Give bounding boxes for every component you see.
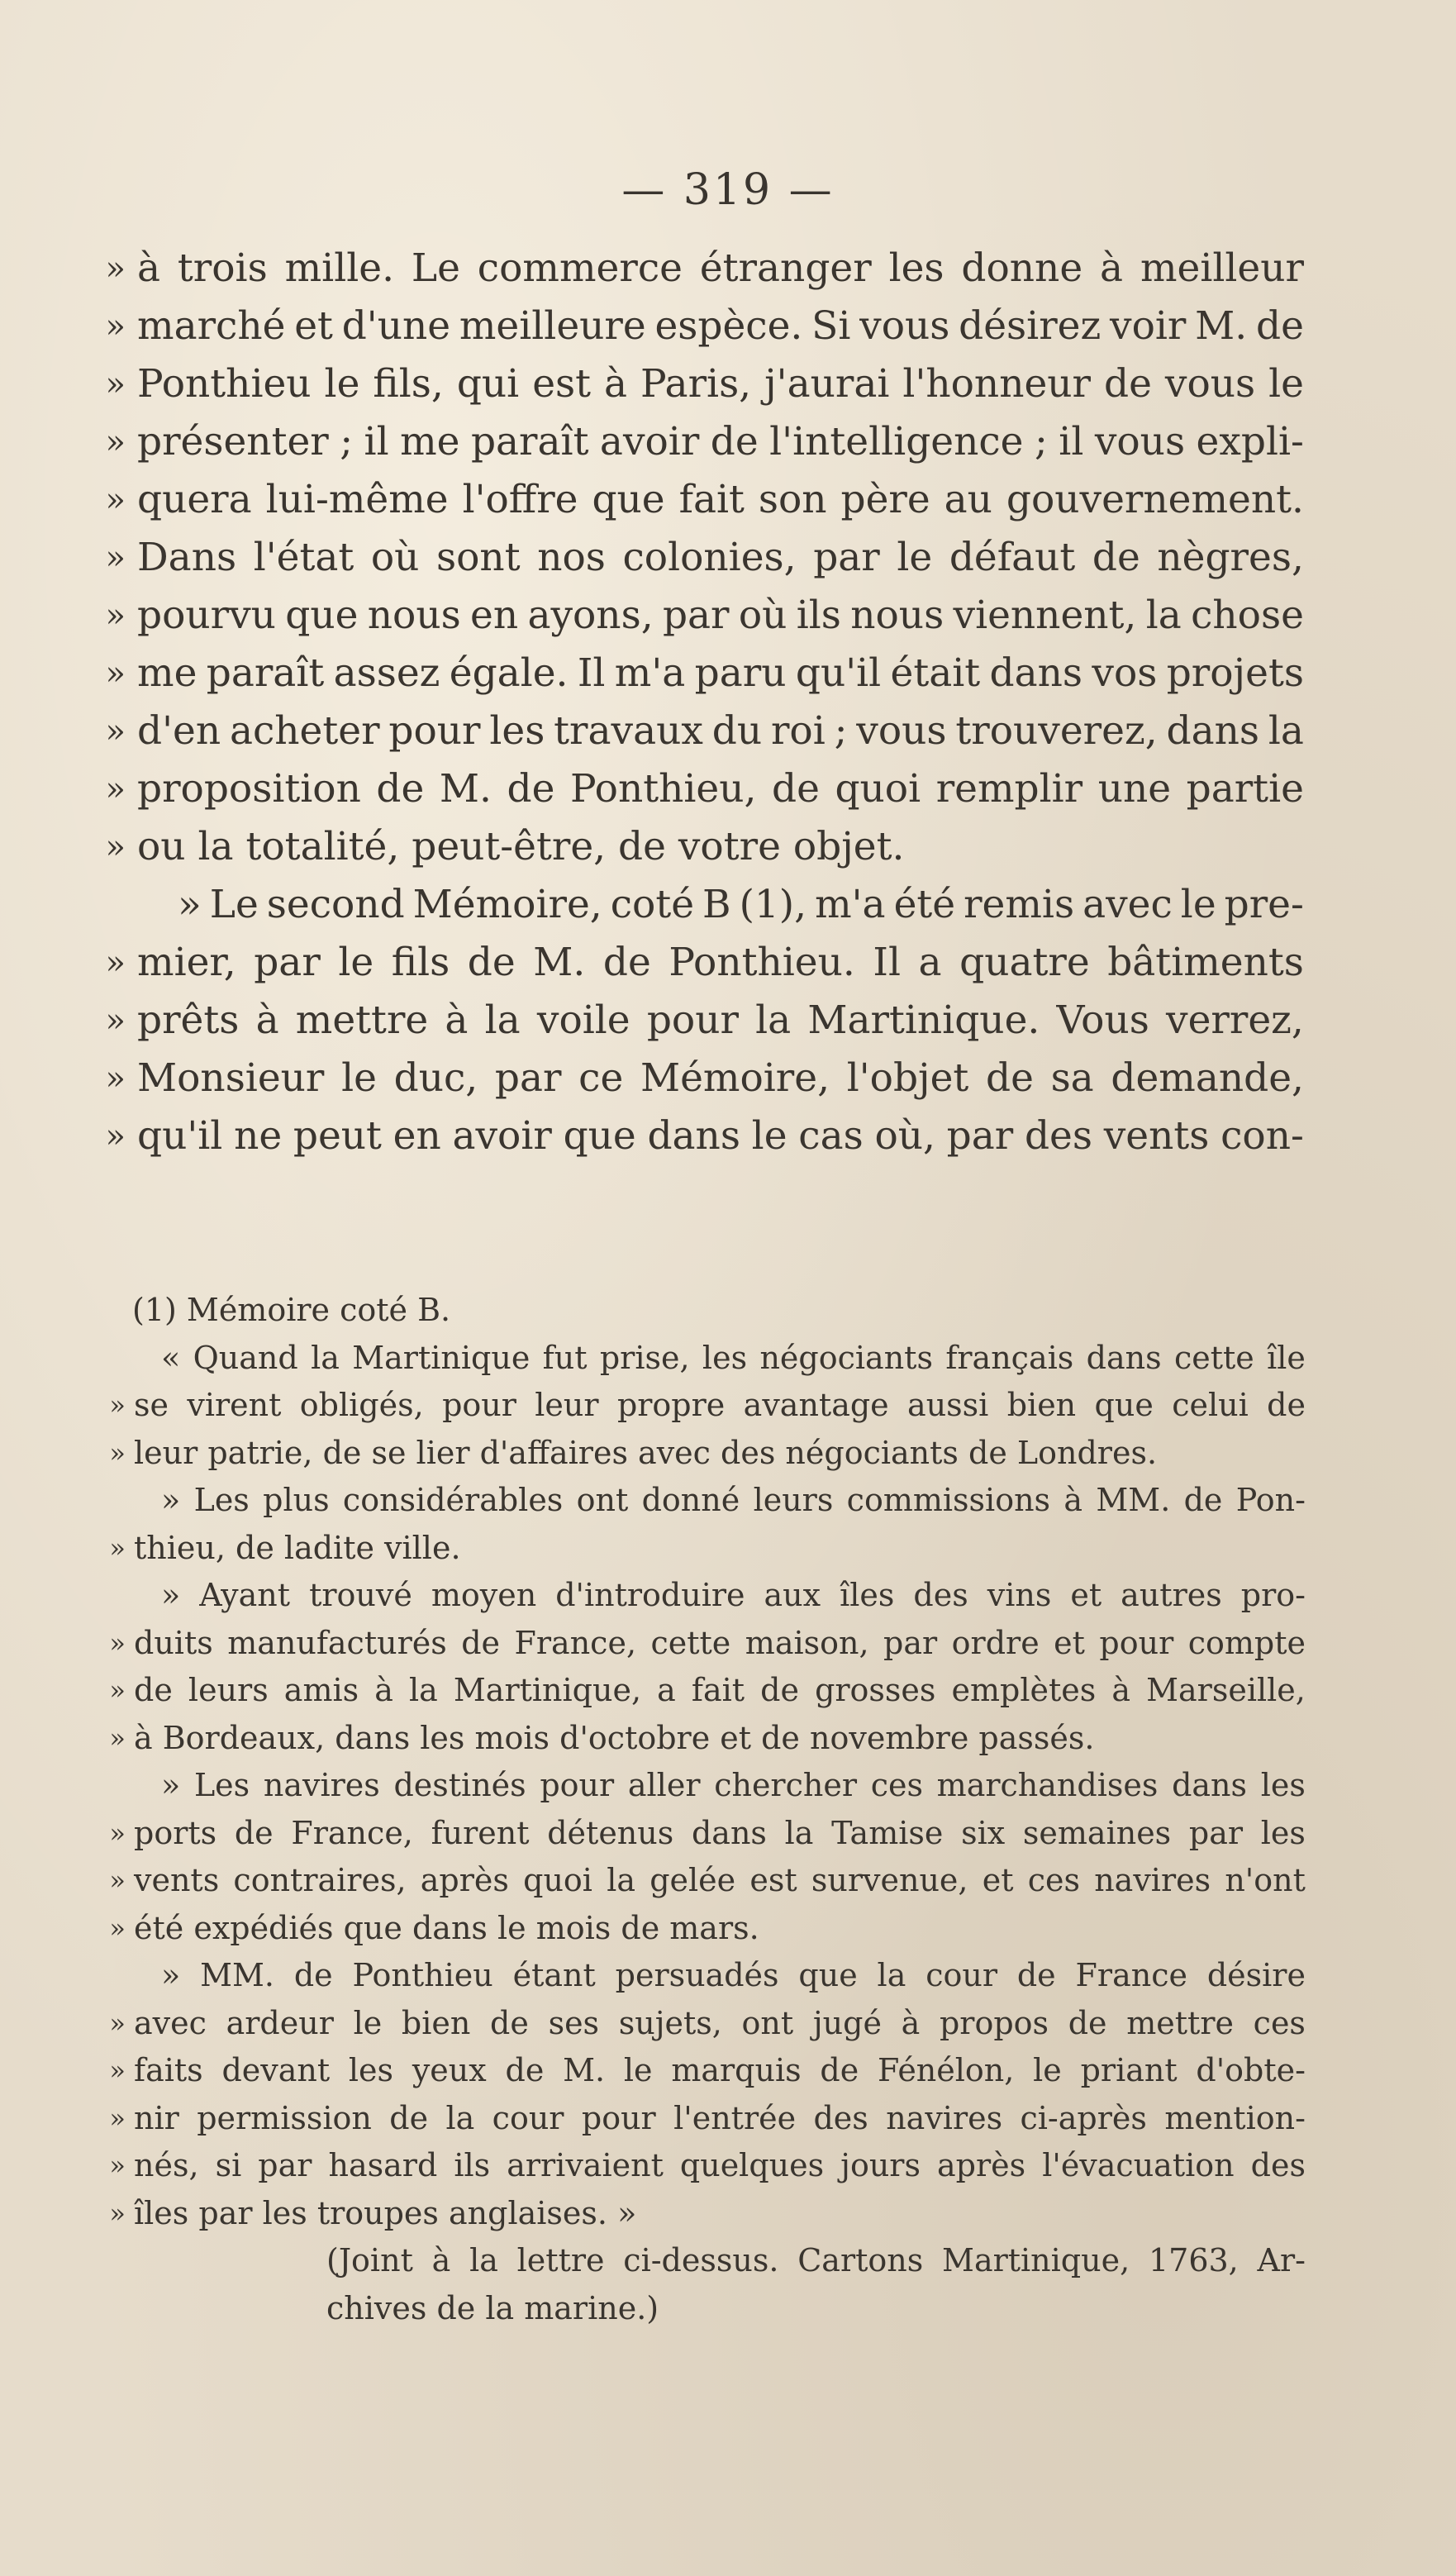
footnote-line xyxy=(0,1764,1456,1806)
quote-mark: » xyxy=(105,539,126,577)
footnote-line xyxy=(0,1384,1456,1426)
page-number: — 319 — xyxy=(621,165,835,215)
footnote-line xyxy=(0,2050,1456,2091)
footnote-line-text: thieu, de ladite ville. xyxy=(134,1529,461,1566)
body-line xyxy=(0,533,1456,583)
footnote-line xyxy=(0,1479,1456,1521)
footnote-line xyxy=(0,1907,1456,1949)
quote-mark: » xyxy=(109,1531,126,1564)
quote-mark: » xyxy=(109,1912,126,1944)
footnote-line-text: se virent obligés, pour leur propre avantage aussi bien que celui de xyxy=(134,1387,1306,1423)
footnote-line-text: îles par les troupes anglaises. » xyxy=(134,2194,637,2231)
footnote-line-text: chives de la marine.) xyxy=(326,2289,659,2326)
footnote-line-text: avec ardeur le bien de ses sujets, ont jugé à propos de mettre ces xyxy=(134,2004,1306,2041)
quote-mark: » xyxy=(109,1817,126,1849)
footnote-line xyxy=(0,1955,1456,1996)
footnote-line-text: leur patrie, de se lier d'affaires avec des négociants de Londres. xyxy=(134,1434,1158,1471)
footnote-line-text: (Joint à la lettre ci-dessus. Cartons Martinique, 1763, Ar- xyxy=(326,2242,1306,2278)
quote-mark: » xyxy=(109,1721,126,1754)
footnote-line-text: » Ayant trouvé moyen d'introduire aux îles des vins et autres pro- xyxy=(161,1577,1306,1613)
body-line-text: Dans l'état où sont nos colonies, par le défaut de nègres, xyxy=(137,535,1304,580)
body-line-text: proposition de M. de Ponthieu, de quoi remplir une partie xyxy=(137,766,1304,812)
footnote-line-text: nés, si par hasard ils arrivaient quelques jours après l'évacuation des xyxy=(134,2147,1306,2183)
footnote-line xyxy=(0,1622,1456,1664)
body-line xyxy=(0,880,1456,930)
footnote-line-text: été expédiés que dans le mois de mars. xyxy=(134,1909,759,1946)
footnote-line xyxy=(0,2002,1456,2044)
footnote-line-text: (1) Mémoire coté B. xyxy=(132,1292,451,1328)
footnote-line xyxy=(0,1812,1456,1854)
footnote-line xyxy=(0,1717,1456,1759)
footnote-line xyxy=(0,1527,1456,1569)
footnote-line-text: » Les navires destinés pour aller chercher ces marchandises dans les xyxy=(161,1767,1306,1803)
body-line-text: marché et d'une meilleure espèce. Si vous désirez voir M. de xyxy=(137,303,1304,349)
body-line xyxy=(0,707,1456,756)
footnote-line-text: vents contraires, après quoi la gelée est survenue, et ces navires n'ont xyxy=(134,1862,1306,1898)
quote-mark: » xyxy=(109,1674,126,1706)
quote-mark: » xyxy=(105,1059,126,1098)
footnote-line xyxy=(0,1859,1456,1901)
footnote-line xyxy=(0,1432,1456,1474)
footnote-line-text: ports de France, furent détenus dans la Tamise six semaines par les xyxy=(134,1814,1306,1851)
body-line-text: ou la totalité, peut-être, de votre objet. xyxy=(137,824,905,869)
body-line-text: à trois mille. Le commerce étranger les donne à meilleur xyxy=(137,245,1304,291)
quote-mark: » xyxy=(109,1389,126,1421)
footnote-line-text: » Les plus considérables ont donné leurs commissions à MM. de Pon- xyxy=(161,1482,1306,1518)
footnote-line xyxy=(0,1574,1456,1616)
footnote-line-text: de leurs amis à la Martinique, a fait de grosses emplètes à Marseille, xyxy=(134,1672,1306,1708)
body-line xyxy=(0,938,1456,988)
body-line-text: pourvu que nous en ayons, par où ils nous viennent, la chose xyxy=(137,593,1304,638)
quote-mark: » xyxy=(109,2150,126,2181)
quote-mark: » xyxy=(105,944,126,982)
footnote-line xyxy=(0,1669,1456,1711)
body-line-text: prêts à mettre à la voile pour la Martinique. Vous verrez, xyxy=(137,998,1304,1043)
body-line xyxy=(0,359,1456,409)
body-line-text: présenter ; il me paraît avoir de l'intelligence ; il vous expli- xyxy=(137,419,1304,464)
quote-mark: » xyxy=(109,1864,126,1896)
quote-mark: » xyxy=(105,770,126,808)
body-line xyxy=(0,1054,1456,1103)
body-line xyxy=(0,764,1456,814)
footnote-line xyxy=(0,2097,1456,2139)
body-line xyxy=(0,591,1456,640)
footnote-line xyxy=(0,2288,1456,2329)
footnote-line xyxy=(0,2240,1456,2281)
body-line xyxy=(0,302,1456,351)
quote-mark: » xyxy=(105,481,126,519)
body-line-text: Monsieur le duc, par ce Mémoire, l'objet de sa demande, xyxy=(137,1055,1304,1101)
footnote-line-text: « Quand la Martinique fut prise, les négociants français dans cette île xyxy=(161,1339,1306,1376)
quote-mark: » xyxy=(105,828,126,866)
quote-mark: » xyxy=(105,250,126,288)
quote-mark: » xyxy=(105,655,126,693)
footnote-line xyxy=(0,2145,1456,2186)
quote-mark: » xyxy=(105,307,126,345)
footnote-line xyxy=(0,2193,1456,2234)
footnote-line-text: nir permission de la cour pour l'entrée des navires ci-après mention- xyxy=(134,2099,1306,2136)
quote-mark: » xyxy=(105,1117,126,1155)
body-line-text: mier, par le fils de M. de Ponthieu. Il a quatre bâtiments xyxy=(137,940,1304,985)
quote-mark: » xyxy=(109,2007,126,2039)
body-line-text: quera lui-même l'offre que fait son père au gouvernement. xyxy=(137,477,1304,522)
body-line-text: me paraît assez égale. Il m'a paru qu'il était dans vos projets xyxy=(137,650,1304,696)
quote-mark: » xyxy=(105,597,126,635)
quote-mark: » xyxy=(109,2102,126,2134)
quote-mark: » xyxy=(105,423,126,461)
footnote-line-text: duits manufacturés de France, cette maison, par ordre et pour compte xyxy=(134,1624,1306,1661)
footnote-line xyxy=(0,1337,1456,1378)
quote-mark: » xyxy=(105,1002,126,1040)
body-line xyxy=(0,1112,1456,1161)
body-line xyxy=(0,475,1456,525)
body-line xyxy=(0,244,1456,293)
body-line xyxy=(0,417,1456,467)
quote-mark: » xyxy=(105,712,126,750)
body-line xyxy=(0,649,1456,698)
quote-mark: » xyxy=(109,1626,126,1659)
body-line xyxy=(0,996,1456,1045)
body-line-text: d'en acheter pour les travaux du roi ; vous trouverez, dans la xyxy=(137,708,1304,754)
body-line-text: qu'il ne peut en avoir que dans le cas où, par des vents con- xyxy=(137,1113,1304,1159)
footnote-line-text: à Bordeaux, dans les mois d'octobre et de novembre passés. xyxy=(134,1719,1095,1756)
footnote-line-text: faits devant les yeux de M. le marquis de Fénélon, le priant d'obte- xyxy=(134,2052,1306,2088)
body-line-text: » Le second Mémoire, coté B (1), m'a été remis avec le pre- xyxy=(178,882,1304,927)
footnote-line-text: » MM. de Ponthieu étant persuadés que la cour de France désire xyxy=(161,1957,1306,1993)
quote-mark: » xyxy=(109,2055,126,2086)
body-line xyxy=(0,822,1456,872)
quote-mark: » xyxy=(105,365,126,403)
quote-mark: » xyxy=(109,1436,126,1469)
quote-mark: » xyxy=(109,2197,126,2229)
body-line-text: Ponthieu le fils, qui est à Paris, j'aurai l'honneur de vous le xyxy=(137,361,1304,407)
footnote-line xyxy=(0,1289,1456,1331)
